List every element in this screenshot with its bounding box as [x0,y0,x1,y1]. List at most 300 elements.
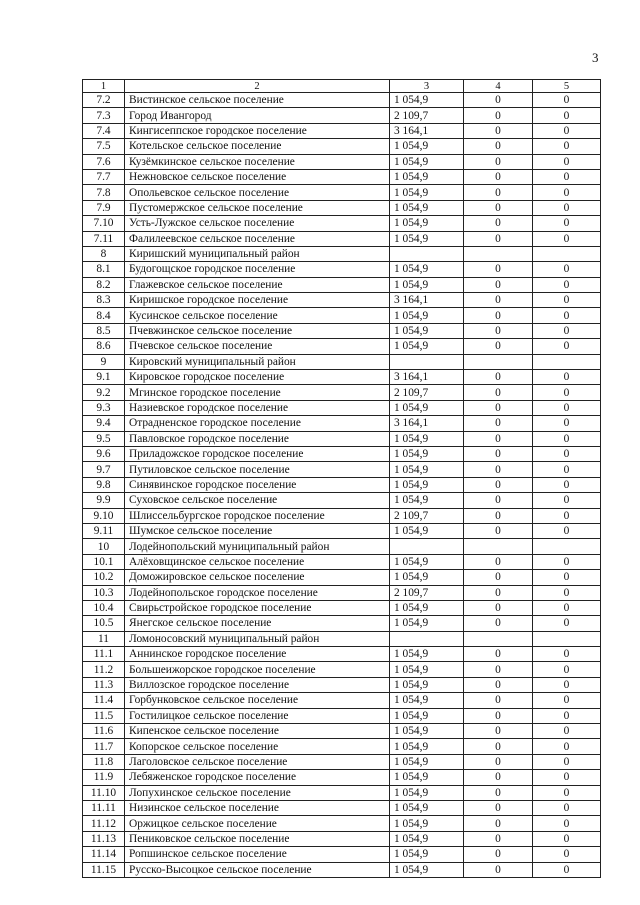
row-col4: 0 [464,523,533,538]
row-col4: 0 [464,216,533,231]
row-col5: 0 [533,739,601,754]
table-row [83,185,601,200]
row-col5: 0 [533,293,601,308]
table-row [83,277,601,292]
row-col4: 0 [464,770,533,785]
row-name: Отрадненское городское поселение [125,416,390,431]
row-name: Русско-Высоцкое сельское поселение [125,862,390,877]
row-number: 9.2 [83,385,125,400]
row-name: Ропшинское сельское поселение [125,847,390,862]
row-amount: 1 054,9 [390,339,464,354]
row-amount: 1 054,9 [390,724,464,739]
table-row [83,308,601,323]
table-row [83,693,601,708]
district-row [83,354,601,369]
row-col5: 0 [533,308,601,323]
table-row [83,216,601,231]
row-col5: 0 [533,93,601,108]
table-row [83,708,601,723]
row-name: Лаголовское сельское поселение [125,754,390,769]
row-col5: 0 [533,508,601,523]
table-row [83,139,601,154]
row-col5: 0 [533,123,601,138]
row-col5: 0 [533,323,601,338]
row-amount: 1 054,9 [390,831,464,846]
row-number: 11.2 [83,662,125,677]
row-col5: 0 [533,462,601,477]
row-amount: 1 054,9 [390,323,464,338]
row-amount: 1 054,9 [390,847,464,862]
row-col5: 0 [533,169,601,184]
row-col4: 0 [464,508,533,523]
row-col5: 0 [533,154,601,169]
table-row [83,293,601,308]
row-col5: 0 [533,339,601,354]
row-name: Опольевское сельское поселение [125,185,390,200]
row-name: Кусинское сельское поселение [125,308,390,323]
row-name: Пениковское сельское поселение [125,831,390,846]
row-col4: 0 [464,800,533,815]
column-header: 1 [83,80,125,93]
row-name: Кингисеппское городское поселение [125,123,390,138]
row-col5: 0 [533,785,601,800]
row-col5: 0 [533,724,601,739]
row-name: Котельское сельское поселение [125,139,390,154]
row-col5: 0 [533,262,601,277]
row-number: 8.6 [83,339,125,354]
row-amount: 2 109,7 [390,108,464,123]
table-row [83,477,601,492]
row-number: 10.4 [83,600,125,615]
row-col4: 0 [464,339,533,354]
row-amount: 1 054,9 [390,785,464,800]
row-amount: 1 054,9 [390,570,464,585]
table-header-row [83,80,601,93]
row-number: 10.1 [83,554,125,569]
column-header: 4 [464,80,533,93]
table-row [83,462,601,477]
row-number: 11.6 [83,724,125,739]
district-row [83,539,601,554]
row-number: 9.3 [83,400,125,415]
row-col4: 0 [464,831,533,846]
row-amount [390,354,464,369]
row-amount: 1 054,9 [390,308,464,323]
row-number: 8.5 [83,323,125,338]
row-col5: 0 [533,570,601,585]
row-name: Глажевское сельское поселение [125,277,390,292]
row-number: 9.5 [83,431,125,446]
row-name: Оржицкое сельское поселение [125,816,390,831]
row-name: Большеижорское городское поселение [125,662,390,677]
row-col4: 0 [464,308,533,323]
row-col4: 0 [464,847,533,862]
row-name: Пустомержское сельское поселение [125,200,390,215]
row-number: 7.3 [83,108,125,123]
row-name: Мгинское городское поселение [125,385,390,400]
row-col5: 0 [533,200,601,215]
row-number: 7.9 [83,200,125,215]
row-col4: 0 [464,616,533,631]
row-number: 11.13 [83,831,125,846]
row-col5: 0 [533,523,601,538]
table-row [83,169,601,184]
row-col4: 0 [464,585,533,600]
row-name: Вистинское сельское поселение [125,93,390,108]
row-amount: 1 054,9 [390,277,464,292]
row-name: Шлиссельбургское городское поселение [125,508,390,523]
row-col4: 0 [464,600,533,615]
row-number: 8.3 [83,293,125,308]
row-name: Кузёмкинское сельское поселение [125,154,390,169]
table-row [83,800,601,815]
row-number: 9 [83,354,125,369]
row-col5: 0 [533,708,601,723]
table-row [83,123,601,138]
row-amount: 3 164,1 [390,123,464,138]
row-col4: 0 [464,785,533,800]
row-col5: 0 [533,185,601,200]
row-col4: 0 [464,862,533,877]
row-amount: 1 054,9 [390,216,464,231]
row-col5 [533,631,601,646]
row-col5: 0 [533,647,601,662]
row-col5: 0 [533,862,601,877]
row-number: 8.2 [83,277,125,292]
row-name: Низинское сельское поселение [125,800,390,815]
row-number: 9.9 [83,493,125,508]
row-col4: 0 [464,816,533,831]
row-number: 11.10 [83,785,125,800]
table-row [83,416,601,431]
table-row [83,370,601,385]
row-name: Город Ивангород [125,108,390,123]
row-name: Лебяженское городское поселение [125,770,390,785]
row-number: 8 [83,246,125,261]
row-col4 [464,354,533,369]
row-name: Приладожское городское поселение [125,446,390,461]
row-col5: 0 [533,231,601,246]
allocation-table [82,79,601,878]
table-row [83,862,601,877]
row-amount: 2 109,7 [390,385,464,400]
row-amount: 1 054,9 [390,493,464,508]
table-row [83,647,601,662]
row-name: Лодейнопольское городское поселение [125,585,390,600]
row-name: Фалилеевское сельское поселение [125,231,390,246]
table-row [83,585,601,600]
row-col4: 0 [464,662,533,677]
row-col4: 0 [464,724,533,739]
row-name: Назиевское городское поселение [125,400,390,415]
row-col5: 0 [533,277,601,292]
row-number: 11.12 [83,816,125,831]
row-amount: 1 054,9 [390,647,464,662]
row-amount: 1 054,9 [390,816,464,831]
row-col4: 0 [464,754,533,769]
row-name: Гостилицкое сельское поселение [125,708,390,723]
table-row [83,724,601,739]
row-col5: 0 [533,847,601,862]
column-header: 2 [125,80,390,93]
row-number: 11.15 [83,862,125,877]
row-col4: 0 [464,277,533,292]
row-number: 10 [83,539,125,554]
row-col5: 0 [533,493,601,508]
row-col5: 0 [533,431,601,446]
row-col5: 0 [533,585,601,600]
table-row [83,200,601,215]
row-number: 11.5 [83,708,125,723]
row-col5: 0 [533,616,601,631]
row-name: Кировское городское поселение [125,370,390,385]
row-col5: 0 [533,216,601,231]
row-name: Павловское городское поселение [125,431,390,446]
row-name: Копорское сельское поселение [125,739,390,754]
row-number: 11.4 [83,693,125,708]
table-row [83,739,601,754]
row-col4: 0 [464,400,533,415]
row-amount: 3 164,1 [390,416,464,431]
row-name: Пчевжинское сельское поселение [125,323,390,338]
table-row [83,554,601,569]
column-header: 5 [533,80,601,93]
row-number: 7.10 [83,216,125,231]
row-col5 [533,246,601,261]
row-number: 9.6 [83,446,125,461]
row-amount: 1 054,9 [390,462,464,477]
row-col4: 0 [464,93,533,108]
row-amount: 1 054,9 [390,431,464,446]
row-number: 8.1 [83,262,125,277]
row-amount: 1 054,9 [390,477,464,492]
row-col5: 0 [533,477,601,492]
row-name: Ломоносовский муниципальный район [125,631,390,646]
row-name: Будогощское городское поселение [125,262,390,277]
row-name: Аннинское городское поселение [125,647,390,662]
row-amount: 1 054,9 [390,139,464,154]
row-number: 9.8 [83,477,125,492]
row-col4: 0 [464,185,533,200]
row-col4: 0 [464,477,533,492]
row-name: Шумское сельское поселение [125,523,390,538]
row-col4: 0 [464,647,533,662]
row-amount: 1 054,9 [390,770,464,785]
row-col5: 0 [533,446,601,461]
table-row [83,662,601,677]
table-row [83,616,601,631]
row-number: 7.2 [83,93,125,108]
row-name: Пчевское сельское поселение [125,339,390,354]
row-amount: 2 109,7 [390,585,464,600]
table-row [83,108,601,123]
row-number: 9.11 [83,523,125,538]
row-col5 [533,539,601,554]
row-name: Путиловское сельское поселение [125,462,390,477]
row-number: 9.7 [83,462,125,477]
row-amount: 3 164,1 [390,293,464,308]
row-amount: 1 054,9 [390,616,464,631]
row-col4: 0 [464,293,533,308]
row-col5: 0 [533,139,601,154]
row-amount: 1 054,9 [390,754,464,769]
row-name: Виллозское городское поселение [125,677,390,692]
table-row [83,93,601,108]
row-number: 9.1 [83,370,125,385]
row-amount: 1 054,9 [390,523,464,538]
row-amount: 1 054,9 [390,862,464,877]
row-number: 11 [83,631,125,646]
row-col4: 0 [464,323,533,338]
row-amount: 3 164,1 [390,370,464,385]
row-col4: 0 [464,708,533,723]
row-col5: 0 [533,754,601,769]
row-col4: 0 [464,169,533,184]
table-row [83,339,601,354]
row-amount: 1 054,9 [390,600,464,615]
table-row [83,831,601,846]
table-row [83,446,601,461]
row-number: 11.1 [83,647,125,662]
row-name: Кипенское сельское поселение [125,724,390,739]
row-col4: 0 [464,154,533,169]
row-col4: 0 [464,385,533,400]
row-name: Киришский муниципальный район [125,246,390,261]
table-row [83,754,601,769]
row-number: 11.8 [83,754,125,769]
row-number: 9.4 [83,416,125,431]
row-amount: 1 054,9 [390,677,464,692]
row-col4: 0 [464,431,533,446]
table-row [83,154,601,169]
table-row [83,816,601,831]
row-amount: 1 054,9 [390,693,464,708]
table-row [83,677,601,692]
row-col4: 0 [464,554,533,569]
row-col5: 0 [533,108,601,123]
row-col5: 0 [533,816,601,831]
row-col4: 0 [464,493,533,508]
row-col4 [464,539,533,554]
row-col4: 0 [464,462,533,477]
table-row [83,493,601,508]
row-number: 8.4 [83,308,125,323]
row-name: Синявинское городское поселение [125,477,390,492]
row-name: Доможировское сельское поселение [125,570,390,585]
table-row [83,385,601,400]
row-amount: 1 054,9 [390,185,464,200]
row-number: 7.7 [83,169,125,184]
column-header: 3 [390,80,464,93]
row-col5: 0 [533,831,601,846]
row-name: Янегское сельское поселение [125,616,390,631]
table-row [83,523,601,538]
row-col4: 0 [464,570,533,585]
row-number: 11.7 [83,739,125,754]
row-col4: 0 [464,200,533,215]
row-name: Нежновское сельское поселение [125,169,390,184]
row-number: 10.3 [83,585,125,600]
row-amount: 1 054,9 [390,262,464,277]
table-row [83,600,601,615]
row-amount: 1 054,9 [390,169,464,184]
row-number: 7.11 [83,231,125,246]
row-amount: 1 054,9 [390,446,464,461]
row-number: 10.5 [83,616,125,631]
row-col4: 0 [464,416,533,431]
row-number: 7.5 [83,139,125,154]
row-col5: 0 [533,800,601,815]
row-col4: 0 [464,693,533,708]
table-row [83,231,601,246]
row-amount [390,539,464,554]
row-col5: 0 [533,693,601,708]
table-row [83,785,601,800]
row-col5: 0 [533,677,601,692]
table-row [83,431,601,446]
row-name: Усть-Лужское сельское поселение [125,216,390,231]
row-number: 11.14 [83,847,125,862]
row-col4: 0 [464,231,533,246]
page-number: 3 [592,50,599,65]
row-number: 11.9 [83,770,125,785]
table-row [83,508,601,523]
row-col5: 0 [533,662,601,677]
row-col4 [464,631,533,646]
row-amount: 1 054,9 [390,739,464,754]
row-amount [390,631,464,646]
row-amount: 2 109,7 [390,508,464,523]
row-col5: 0 [533,385,601,400]
table-row [83,400,601,415]
row-number: 7.6 [83,154,125,169]
table-row [83,847,601,862]
row-number: 11.11 [83,800,125,815]
district-row [83,631,601,646]
row-number: 9.10 [83,508,125,523]
row-col5: 0 [533,400,601,415]
row-amount: 1 054,9 [390,708,464,723]
row-amount: 1 054,9 [390,154,464,169]
row-number: 11.3 [83,677,125,692]
table-row [83,570,601,585]
row-col4: 0 [464,262,533,277]
row-amount: 1 054,9 [390,200,464,215]
row-number: 10.2 [83,570,125,585]
row-name: Киришское городское поселение [125,293,390,308]
row-name: Лопухинское сельское поселение [125,785,390,800]
table-row [83,770,601,785]
row-amount [390,246,464,261]
table-row [83,262,601,277]
row-amount: 1 054,9 [390,554,464,569]
row-col4: 0 [464,739,533,754]
row-col4 [464,246,533,261]
row-col4: 0 [464,108,533,123]
district-row [83,246,601,261]
row-col4: 0 [464,123,533,138]
row-name: Лодейнопольский муниципальный район [125,539,390,554]
row-col5 [533,354,601,369]
row-name: Свирьстройское городское поселение [125,600,390,615]
row-amount: 1 054,9 [390,662,464,677]
row-amount: 1 054,9 [390,400,464,415]
table-body [83,93,601,878]
row-col4: 0 [464,370,533,385]
row-amount: 1 054,9 [390,800,464,815]
row-col5: 0 [533,370,601,385]
row-col4: 0 [464,446,533,461]
